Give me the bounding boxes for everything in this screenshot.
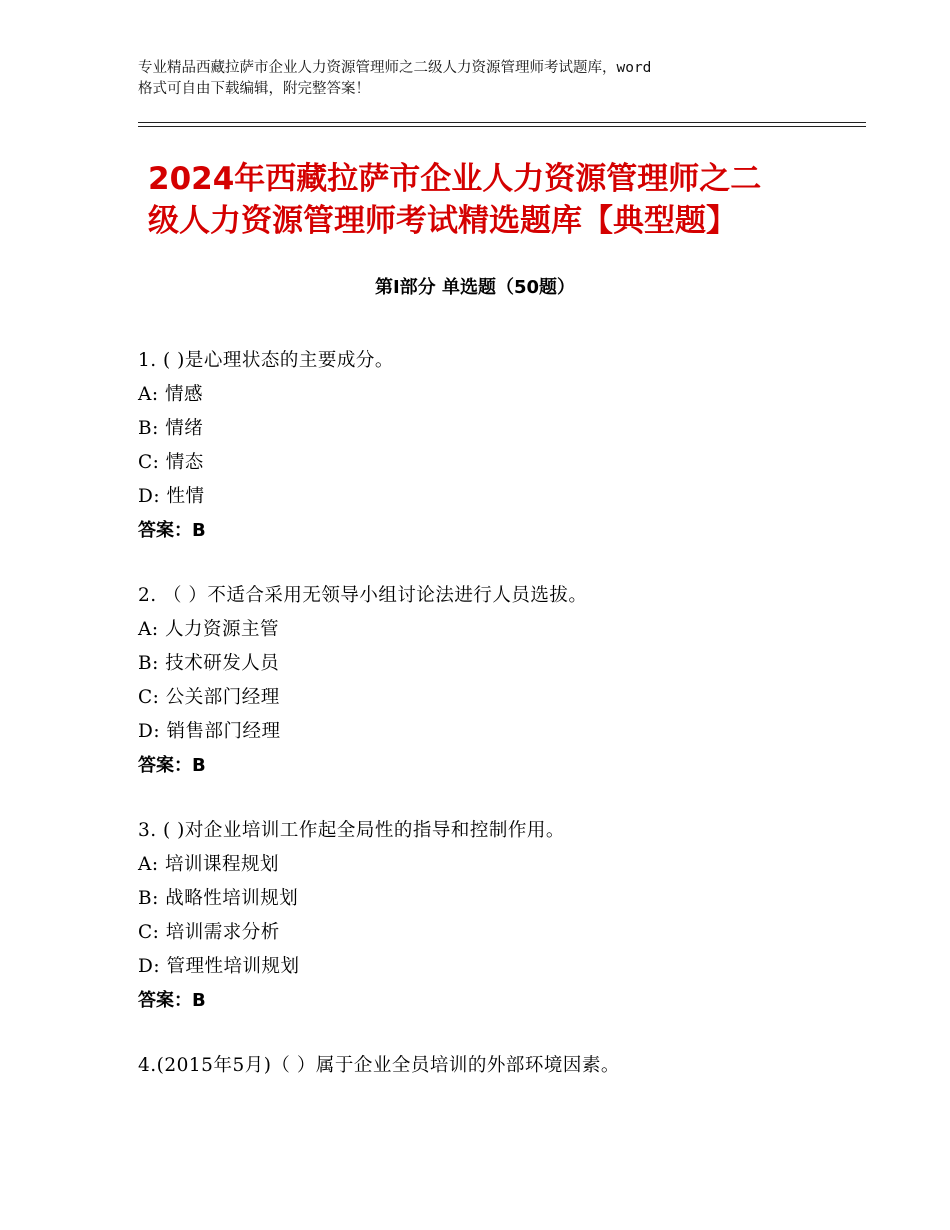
question-stem: 2. （ ）不适合采用无领导小组讨论法进行人员选拔。 <box>138 585 588 606</box>
option-d: D: 性情 <box>138 486 205 507</box>
question-2 <box>138 579 858 783</box>
header-note-line-1: 专业精品西藏拉萨市企业人力资源管理师之二级人力资源管理师考试题库，word <box>138 60 652 76</box>
header-divider-top <box>138 122 866 123</box>
header-note-line-2: 格式可自由下载编辑，附完整答案！ <box>138 81 370 97</box>
question-4 <box>138 1049 858 1083</box>
question-3 <box>138 814 858 1018</box>
answer-line: 答案：B <box>138 755 206 776</box>
option-a: A: 培训课程规划 <box>138 854 279 875</box>
answer-line: 答案：B <box>138 990 206 1011</box>
option-a: A: 人力资源主管 <box>138 619 279 640</box>
option-a: A: 情感 <box>138 384 203 405</box>
question-1 <box>138 344 858 548</box>
option-c: C: 公关部门经理 <box>138 687 280 708</box>
option-b: B: 战略性培训规划 <box>138 888 299 909</box>
option-b: B: 技术研发人员 <box>138 653 280 674</box>
section-heading: 第Ⅰ部分 单选题（50题） <box>374 277 575 298</box>
question-stem: 1. ( )是心理状态的主要成分。 <box>138 350 394 371</box>
answer-line: 答案：B <box>138 520 206 541</box>
question-stem: 3. ( )对企业培训工作起全局性的指导和控制作用。 <box>138 820 565 841</box>
document-title-line-1: 2024年西藏拉萨市企业人力资源管理师之二 <box>148 161 762 197</box>
question-list <box>138 344 858 1114</box>
option-b: B: 情绪 <box>138 418 204 439</box>
option-d: D: 销售部门经理 <box>138 721 281 742</box>
question-stem: 4.(2015年5月)（ ）属于企业全员培训的外部环境因素。 <box>138 1055 620 1076</box>
option-c: C: 培训需求分析 <box>138 922 280 943</box>
document-title <box>148 158 848 242</box>
option-c: C: 情态 <box>138 452 204 473</box>
document-title-line-2: 级人力资源管理师考试精选题库【典型题】 <box>148 203 737 239</box>
header-note <box>138 58 838 100</box>
header-divider-bottom <box>138 126 866 127</box>
option-d: D: 管理性培训规划 <box>138 956 300 977</box>
